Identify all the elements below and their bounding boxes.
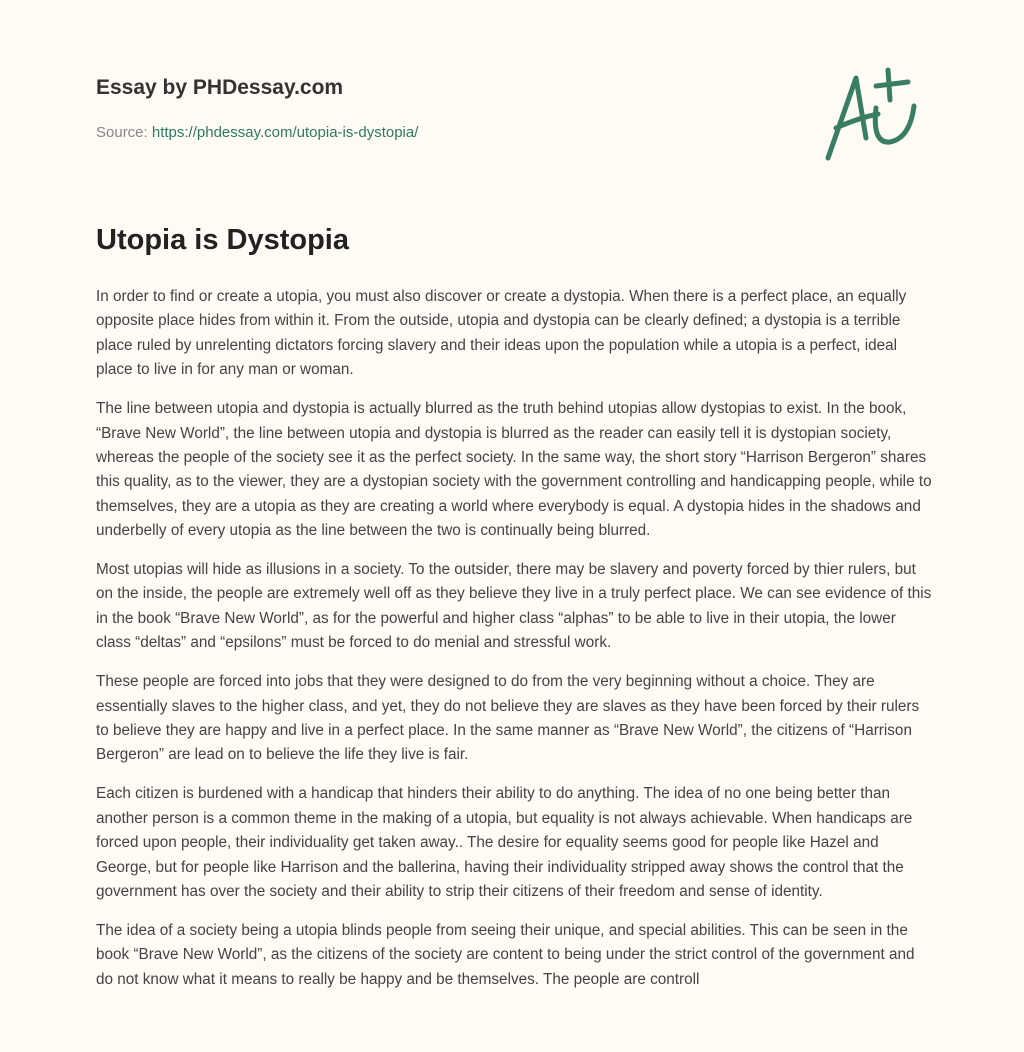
a-plus-logo-icon xyxy=(818,66,928,166)
paragraph: Most utopias will hide as illusions in a society. To the outsider, there may be slavery and poverty forced by thier rulers, but on the inside, the people are extremely well off as they believe they live in a truly perfect place. We can see evidence of this in the book “Brave New World”, as for the powerful and higher class “alphas” to be able to live in their utopia, the lower class “deltas” and “epsilons” must be forced to do menial and stressful work. xyxy=(96,561,932,652)
essay-title: Utopia is Dystopia xyxy=(96,224,349,256)
essay-body xyxy=(96,285,932,1007)
paragraph: The line between utopia and dystopia is actually blurred as the truth behind utopias allow dystopias to exist. In the book, “Brave New World”, the line between utopia and dystopia is blurred as the reader can easily tell it is dystopian society, whereas the people of the society see it as the perfect society. In the same way, the short story “Harrison Bergeron” shares this quality, as to the viewer, they are a dystopian society with the government controlling and handicapping people, while to themselves, they are a utopia as they are creating a world where everybody is equal. A dystopia hides in the shadows and underbelly of every utopia as the line between the two is continually being blurred. xyxy=(96,400,932,540)
paragraph: These people are forced into jobs that they were designed to do from the very beginning without a choice. They are essentially slaves to the higher class, and yet, they do not believe they are slaves as they have been forced by their rulers to believe they are happy and live in a perfect place. In the same manner as “Brave New World”, the citizens of “Harrison Bergeron” are lead on to believe the life they live is fair. xyxy=(96,673,920,764)
paragraph: Each citizen is burdened with a handicap that hinders their ability to do anything. The idea of no one being better than another person is a common theme in the making of a utopia, but equality is not always achievable. When handicaps are forced upon people, their individuality get taken away.. The desire for equality seems good for people like Hazel and George, but for people like Harrison and the ballerina, having their individuality stripped away shows the control that the government has over the society and their ability to strip their citizens of their freedom and sense of identity. xyxy=(96,785,913,900)
paragraph: The idea of a society being a utopia blinds people from seeing their unique, and special abilities. This can be seen in the book “Brave New World”, as the citizens of the society are content to being under the strict control of the government and do not know what it means to really be happy and be themselves. The people are controll xyxy=(96,921,915,988)
source-line xyxy=(96,124,418,141)
paragraph: In order to find or create a utopia, you must also discover or create a dystopia. When there is a perfect place, an equally opposite place hides from within it. From the outside, utopia and dystopia can be clearly defined; a dystopia is a terrible place ruled by unrelenting dictators forcing slavery and their ideas upon the population while a utopia is a perfect, ideal place to live in for any man or woman. xyxy=(96,288,907,379)
source-link[interactable]: https://phdessay.com/utopia-is-dystopia/ xyxy=(151,124,419,141)
brand-title: Essay by PHDessay.com xyxy=(96,76,344,99)
page-header xyxy=(0,0,1024,200)
source-label: Source: xyxy=(96,124,148,141)
